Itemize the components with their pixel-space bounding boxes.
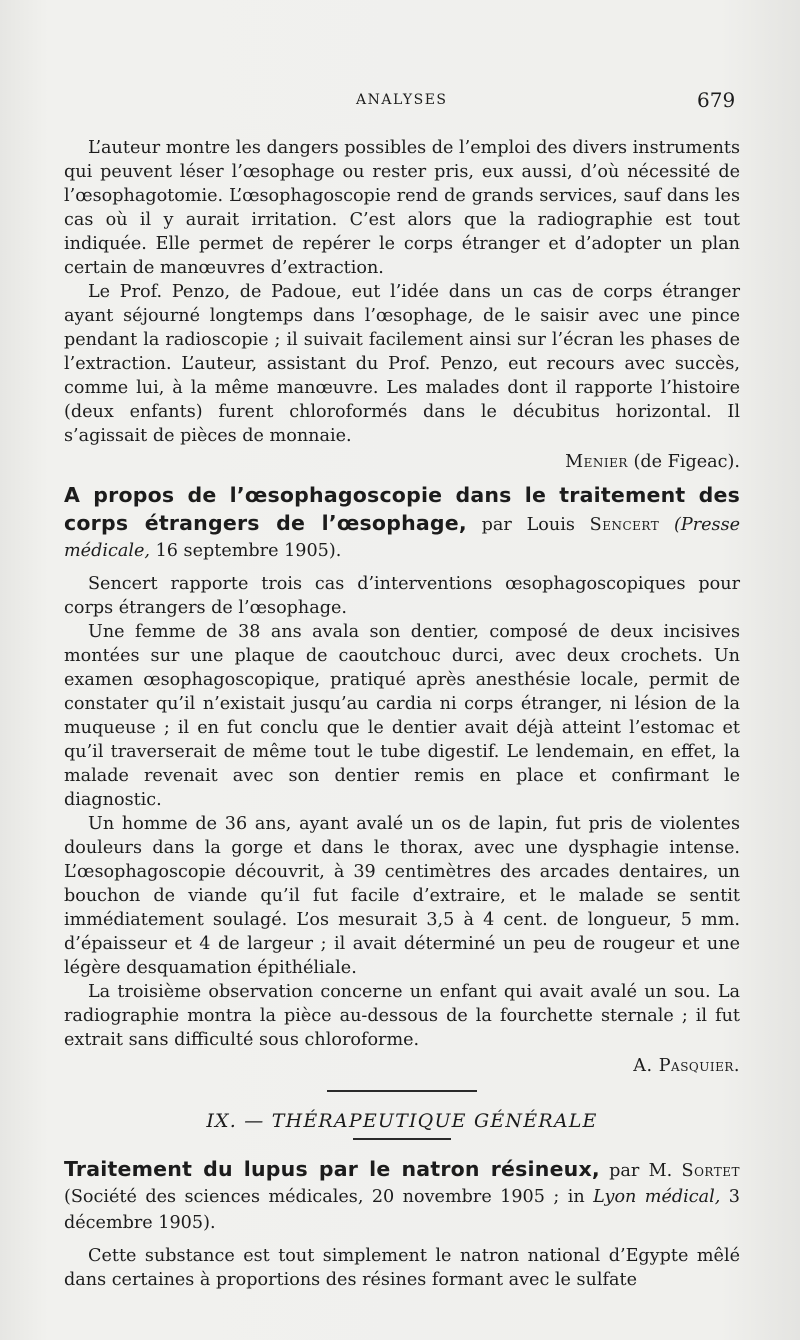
signature (64, 450, 740, 474)
paragraph: Un homme de 36 ans, ayant avalé un os de lapin, fut pris de violentes douleurs dans la gorge et dans le thorax, avec une dysphagie intense. L’œsophagoscopie découvrit, à 39 centimètres des arcades dentaires, un bouchon de viande qu’il fut facile d’extraire, et le malade se sentit immédiatement soulagé. L’os mesurait 3,5 à 4 cent. de longueur, 5 mm. d’épaisseur et 4 de largeur ; il avait déterminé un peu de rougeur et une légère desquamation épithéliale. (64, 814, 740, 978)
paragraph: Cette substance est tout simplement le natron national d’Egypte mêlé dans certaines à proportions des résines formant avec le sulfate (64, 1246, 740, 1290)
paragraph: Une femme de 38 ans avala son dentier, composé de deux incisives montées sur une plaque de caoutchouc durci, avec deux crochets. Un examen œsophagoscopique, pratiqué après anesthésie locale, permit de constater qu’il n’existait jusqu’au cardia ni corps étranger, ni lésion de la muqueuse ; il en fut conclu que le dentier avait déjà atteint l’estomac et qu’il traverserait de même tout le tube digestif. Le lendemain, en effet, la malade revenait avec son dentier remis en place et confirmant le diagnostic. (64, 622, 740, 810)
paragraph: Le Prof. Penzo, de Padoue, eut l’idée dans un cas de corps étranger ayant séjourné longtemps dans l’œsophage, de le saisir avec une pince pendant la radioscopie ; il suivait facilement ainsi sur l’écran les phases de l’extraction. L’auteur, assistant du Prof. Penzo, eut recours avec succès, comme lui, à la même manœuvre. Les malades dont il rapporte l’histoire (deux enfants) furent chloroformés dans le décubitus horizontal. Il s’agissait de pièces de monnaie. (64, 282, 740, 446)
signature-name: A. Pasquier. (633, 1056, 740, 1076)
article-author: Sencert (589, 515, 660, 535)
signature-place: (de Figeac). (633, 452, 740, 472)
page-content (64, 136, 740, 1292)
article-heading (64, 482, 740, 564)
article-author: Sortet (681, 1161, 740, 1181)
article-esophagus-radiography (64, 136, 740, 474)
article-heading (64, 1156, 740, 1236)
running-title: ANALYSES (356, 92, 448, 108)
section-divider-short (353, 1138, 451, 1140)
page-number: 679 (697, 88, 736, 112)
signature-name: Menier (565, 452, 628, 472)
article-source-date: 16 septembre 1905). (155, 541, 342, 561)
article-source-society: (Société des sciences médicales, 20 novembre 1905 ; in (64, 1187, 585, 1207)
paragraph: L’auteur montre les dangers possibles de l’emploi des divers instruments qui peuvent léser l’œsophage ou rester pris, eux aussi, d’où nécessité de l’œsophagotomie. L’œsophagoscopie rend de grands services, sauf dans les cas où il y aurait irritation. C’est alors que la radiographie est tout indiquée. Elle permet de repérer le corps étranger et d’adopter un plan certain de manœuvres d’extraction. (64, 138, 740, 278)
article-source-date: 3 décembre 1905). (64, 1187, 740, 1233)
article-source-journal: (Presse médicale, (64, 515, 741, 561)
paragraph: La troisième observation concerne un enfant qui avait avalé un sou. La radiographie montra la pièce au-dessous de la fourchette sternale ; il fut extrait sans difficulté sous chloroforme. (64, 982, 740, 1050)
paragraph: Sencert rapporte trois cas d’interventions œsophagoscopiques pour corps étrangers de l’œsophage. (64, 574, 740, 618)
article-by: par M. (609, 1161, 673, 1181)
article-title: Traitement du lupus par le natron résineux, (64, 1157, 600, 1181)
article-title: A propos de l’œsophagoscopie dans le traitement des corps étrangers de l’œsophage, (64, 483, 740, 535)
article-esophagoscopy (64, 482, 740, 1078)
running-head (0, 88, 800, 118)
section-divider (327, 1090, 477, 1092)
article-by: par Louis (481, 515, 575, 535)
section-heading: IX. — THÉRAPEUTIQUE GÉNÉRALE (206, 1110, 598, 1132)
article-lupus-treatment (64, 1156, 740, 1292)
article-source-journal: Lyon médical, (593, 1187, 721, 1207)
